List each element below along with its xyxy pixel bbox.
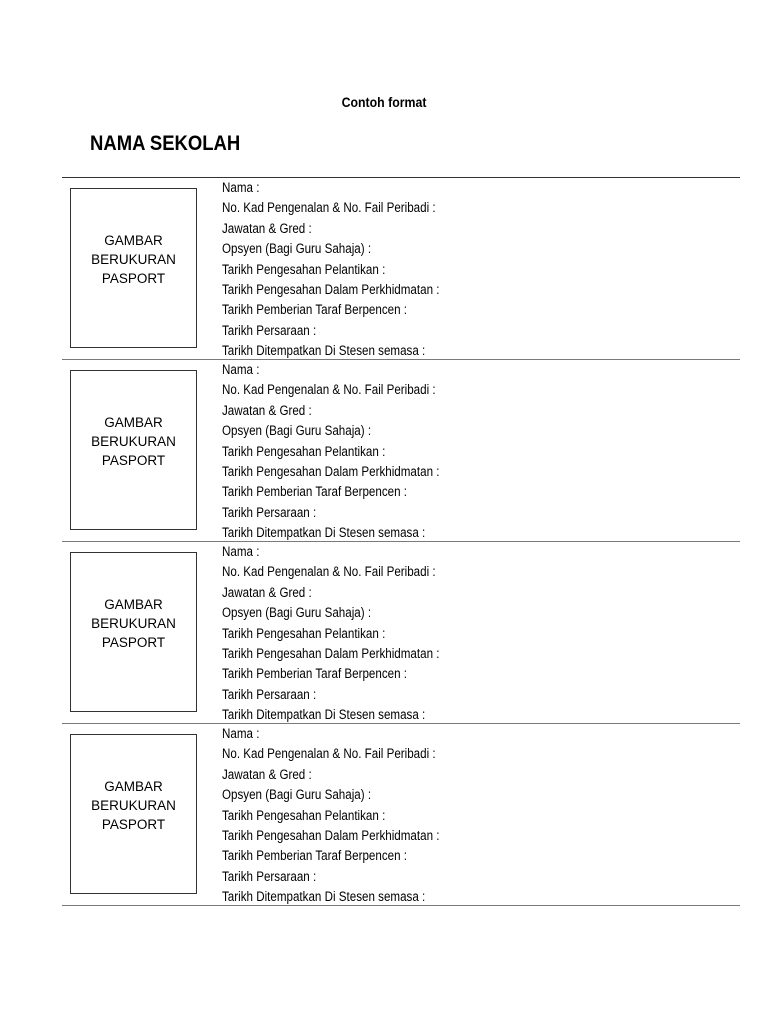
passport-photo-placeholder [70, 552, 197, 712]
staff-record [62, 360, 740, 542]
field-tarikh-stesen-semasa: Tarikh Ditempatkan Di Stesen semasa : [222, 525, 426, 541]
field-jawatan-gred: Jawatan & Gred : [222, 584, 312, 600]
field-tarikh-pengesahan-pelantikan: Tarikh Pengesahan Pelantikan : [222, 807, 386, 823]
staff-record [62, 724, 740, 906]
field-tarikh-persaraan: Tarikh Persaraan : [222, 322, 317, 338]
field-ic-file-number: No. Kad Pengenalan & No. Fail Peribadi : [222, 564, 436, 580]
passport-photo-placeholder [70, 734, 197, 894]
field-tarikh-persaraan: Tarikh Persaraan : [222, 868, 317, 884]
photo-label-line: GAMBAR [104, 778, 163, 794]
field-opsyen: Opsyen (Bagi Guru Sahaja) : [222, 241, 372, 257]
field-tarikh-pengesahan-perkhidmatan: Tarikh Pengesahan Dalam Perkhidmatan : [222, 645, 440, 661]
record-fields [222, 724, 475, 908]
field-tarikh-stesen-semasa: Tarikh Ditempatkan Di Stesen semasa : [222, 707, 426, 723]
photo-label-line: PASPORT [101, 270, 166, 286]
record-fields [222, 360, 475, 544]
field-tarikh-taraf-berpencen: Tarikh Pemberian Taraf Berpencen : [222, 302, 408, 318]
staff-records [62, 177, 740, 906]
field-ic-file-number: No. Kad Pengenalan & No. Fail Peribadi : [222, 200, 436, 216]
field-tarikh-taraf-berpencen: Tarikh Pemberian Taraf Berpencen : [222, 484, 408, 500]
field-jawatan-gred: Jawatan & Gred : [222, 766, 312, 782]
staff-record [62, 178, 740, 360]
field-nama: Nama : [222, 544, 260, 559]
field-ic-file-number: No. Kad Pengenalan & No. Fail Peribadi : [222, 746, 436, 762]
field-ic-file-number: No. Kad Pengenalan & No. Fail Peribadi : [222, 382, 436, 398]
field-tarikh-persaraan: Tarikh Persaraan : [222, 686, 317, 702]
field-tarikh-pengesahan-pelantikan: Tarikh Pengesahan Pelantikan : [222, 443, 386, 459]
field-nama: Nama : [222, 362, 260, 377]
field-tarikh-taraf-berpencen: Tarikh Pemberian Taraf Berpencen : [222, 666, 408, 682]
photo-label-line: PASPORT [101, 634, 166, 650]
photo-label-line: GAMBAR [104, 414, 163, 430]
record-fields [222, 542, 475, 726]
photo-label-line: PASPORT [101, 452, 166, 468]
record-fields [222, 178, 475, 362]
field-opsyen: Opsyen (Bagi Guru Sahaja) : [222, 787, 372, 803]
field-nama: Nama : [222, 180, 260, 195]
field-jawatan-gred: Jawatan & Gred : [222, 220, 312, 236]
field-tarikh-pengesahan-pelantikan: Tarikh Pengesahan Pelantikan : [222, 625, 386, 641]
photo-label-line: GAMBAR [104, 596, 163, 612]
photo-label-line: GAMBAR [104, 232, 163, 248]
staff-record [62, 542, 740, 724]
field-tarikh-stesen-semasa: Tarikh Ditempatkan Di Stesen semasa : [222, 889, 426, 905]
document-heading: Contoh format [341, 94, 427, 110]
photo-label-line: PASPORT [101, 816, 166, 832]
field-tarikh-pengesahan-perkhidmatan: Tarikh Pengesahan Dalam Perkhidmatan : [222, 281, 440, 297]
field-nama: Nama : [222, 726, 260, 741]
field-tarikh-pengesahan-perkhidmatan: Tarikh Pengesahan Dalam Perkhidmatan : [222, 827, 440, 843]
field-tarikh-pengesahan-perkhidmatan: Tarikh Pengesahan Dalam Perkhidmatan : [222, 463, 440, 479]
field-opsyen: Opsyen (Bagi Guru Sahaja) : [222, 423, 372, 439]
field-tarikh-taraf-berpencen: Tarikh Pemberian Taraf Berpencen : [222, 848, 408, 864]
photo-label-line: BERUKURAN [91, 615, 176, 631]
photo-label-line: BERUKURAN [91, 433, 176, 449]
field-tarikh-pengesahan-pelantikan: Tarikh Pengesahan Pelantikan : [222, 261, 386, 277]
school-name: NAMA SEKOLAH [90, 132, 241, 155]
passport-photo-placeholder [70, 188, 197, 348]
field-opsyen: Opsyen (Bagi Guru Sahaja) : [222, 605, 372, 621]
photo-label-line: BERUKURAN [91, 251, 176, 267]
photo-label-line: BERUKURAN [91, 797, 176, 813]
field-jawatan-gred: Jawatan & Gred : [222, 402, 312, 418]
field-tarikh-stesen-semasa: Tarikh Ditempatkan Di Stesen semasa : [222, 343, 426, 359]
field-tarikh-persaraan: Tarikh Persaraan : [222, 504, 317, 520]
passport-photo-placeholder [70, 370, 197, 530]
